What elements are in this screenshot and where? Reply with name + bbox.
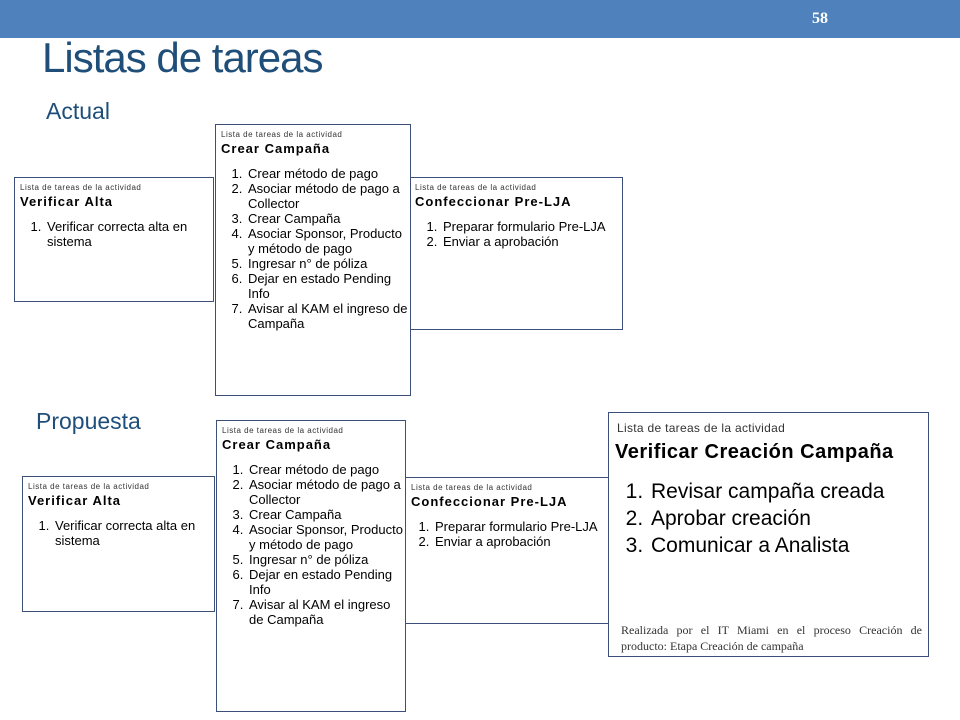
propuesta-card-crear-campana [216,420,406,712]
task-item: 1. Revisar campaña creada [649,478,928,505]
actual-card-confeccionar [402,177,623,330]
task-item: 3. Crear Campaña [247,507,405,522]
card-activity: Verificar Alta [28,493,122,508]
task-item: 4. Asociar Sponsor, Producto y método de pago [247,522,405,552]
task-item: 7. Avisar al KAM el ingreso de Campaña [246,301,410,331]
task-item: 1. Crear método de pago [247,462,405,477]
actual-card-verificar-alta [14,177,214,302]
task-list [15,219,213,249]
task-item: 6. Dejar en estado Pending Info [247,567,405,597]
task-item: 3. Crear Campaña [246,211,410,226]
task-item: 4. Asociar Sponsor, Producto y método de pago [246,226,410,256]
task-item: 1. Verificar correcta alta en sistema [53,518,214,548]
task-list [23,518,214,548]
task-item: 2. Enviar a aprobación [433,534,609,549]
propuesta-card-confeccionar [398,477,610,624]
task-list [399,519,609,549]
card-activity: Verificar Creación Campaña [615,441,894,463]
task-list [217,462,405,627]
card-activity: Crear Campaña [221,141,331,156]
page-title: Listas de tareas [42,34,323,81]
card-header: Lista de tareas de la actividad [415,183,537,192]
actual-card-crear-campana [215,124,411,396]
section-propuesta: Propuesta [36,408,141,434]
task-item: 1. Verificar correcta alta en sistema [45,219,213,249]
task-item: 7. Avisar al KAM el ingreso de Campaña [247,597,405,627]
card-header: Lista de tareas de la actividad [20,183,142,192]
task-item: 1. Crear método de pago [246,166,410,181]
task-item: 5. Ingresar n° de póliza [246,256,410,271]
task-item: 2. Enviar a aprobación [441,234,622,249]
task-item: 6. Dejar en estado Pending Info [246,271,410,301]
propuesta-card-verificar-alta [22,476,215,612]
task-item: 3. Comunicar a Analista [649,532,928,559]
task-item: 2. Aprobar creación [649,505,928,532]
card-header: Lista de tareas de la actividad [222,426,344,435]
card-header: Lista de tareas de la actividad [28,482,150,491]
card-activity: Verificar Alta [20,194,114,209]
card-activity: Confeccionar Pre-LJA [411,494,568,509]
card-note: Realizada por el IT Miami en el proceso Creación de producto: Etapa Creación de campaña [621,623,922,653]
task-item: 2. Asociar método de pago a Collector [247,477,405,507]
card-activity: Crear Campaña [222,437,332,452]
task-list [609,478,928,559]
section-actual: Actual [46,98,110,124]
card-header: Lista de tareas de la actividad [221,130,343,139]
propuesta-card-verificar-creacion [608,412,929,657]
task-list [216,166,410,331]
task-item: 5. Ingresar n° de póliza [247,552,405,567]
page-number: 58 [812,10,828,27]
task-list [403,219,622,249]
card-activity: Confeccionar Pre-LJA [415,194,572,209]
task-item: 1. Preparar formulario Pre-LJA [441,219,622,234]
card-header: Lista de tareas de la actividad [411,483,533,492]
task-item: 2. Asociar método de pago a Collector [246,181,410,211]
card-header: Lista de tareas de la actividad [617,421,786,435]
task-item: 1. Preparar formulario Pre-LJA [433,519,609,534]
